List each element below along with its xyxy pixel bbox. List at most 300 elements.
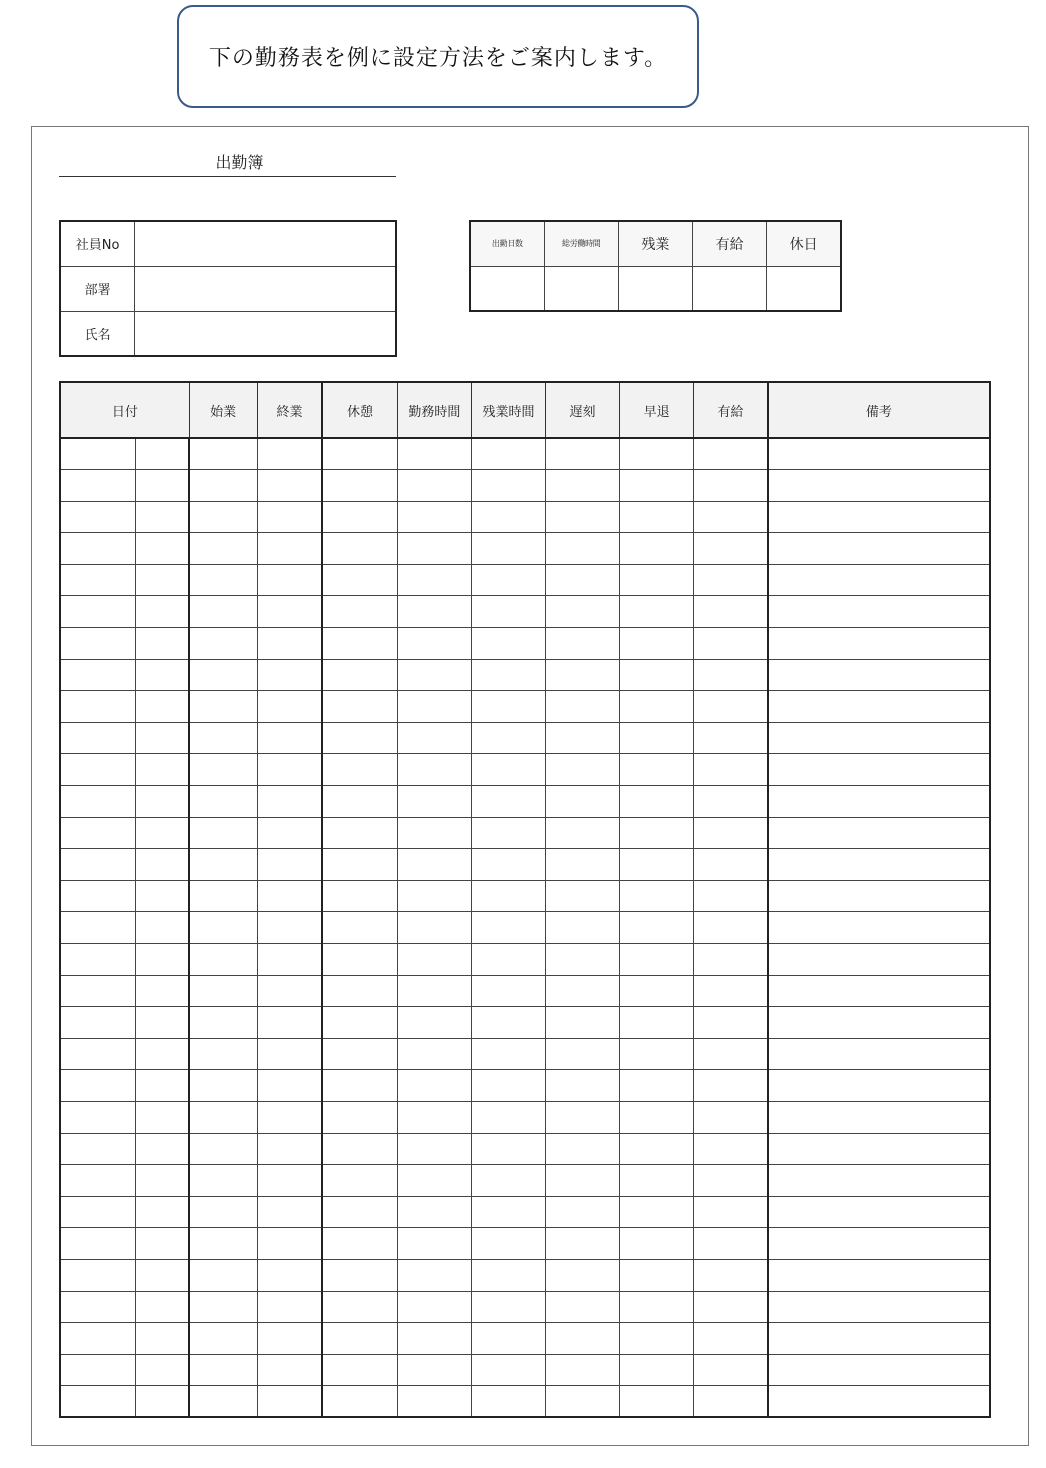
table-cell[interactable] bbox=[60, 1259, 135, 1291]
table-cell[interactable] bbox=[257, 1259, 322, 1291]
table-cell[interactable] bbox=[546, 501, 620, 533]
table-cell[interactable] bbox=[257, 1070, 322, 1102]
table-cell[interactable] bbox=[135, 628, 189, 660]
table-cell[interactable] bbox=[471, 1259, 545, 1291]
table-cell[interactable] bbox=[694, 754, 768, 786]
department-field[interactable] bbox=[135, 266, 396, 311]
table-cell[interactable] bbox=[397, 1291, 471, 1323]
table-cell[interactable] bbox=[189, 786, 257, 818]
table-cell[interactable] bbox=[135, 533, 189, 565]
table-cell[interactable] bbox=[60, 1165, 135, 1197]
table-cell[interactable] bbox=[60, 438, 135, 470]
summary-cell[interactable] bbox=[618, 266, 692, 311]
table-cell[interactable] bbox=[471, 533, 545, 565]
table-cell[interactable] bbox=[257, 1007, 322, 1039]
table-cell[interactable] bbox=[694, 533, 768, 565]
table-cell[interactable] bbox=[768, 849, 990, 881]
table-cell[interactable] bbox=[694, 912, 768, 944]
table-cell[interactable] bbox=[768, 470, 990, 502]
table-cell[interactable] bbox=[189, 1038, 257, 1070]
table-cell[interactable] bbox=[694, 596, 768, 628]
table-cell[interactable] bbox=[135, 659, 189, 691]
table-cell[interactable] bbox=[620, 1291, 694, 1323]
table-cell[interactable] bbox=[620, 1101, 694, 1133]
table-cell[interactable] bbox=[322, 880, 397, 912]
table-cell[interactable] bbox=[397, 786, 471, 818]
table-cell[interactable] bbox=[546, 1386, 620, 1418]
table-cell[interactable] bbox=[257, 1101, 322, 1133]
table-cell[interactable] bbox=[546, 1101, 620, 1133]
table-cell[interactable] bbox=[768, 912, 990, 944]
table-cell[interactable] bbox=[471, 691, 545, 723]
table-cell[interactable] bbox=[620, 1133, 694, 1165]
table-cell[interactable] bbox=[620, 786, 694, 818]
table-cell[interactable] bbox=[471, 1038, 545, 1070]
table-cell[interactable] bbox=[60, 1291, 135, 1323]
table-cell[interactable] bbox=[257, 596, 322, 628]
table-cell[interactable] bbox=[768, 817, 990, 849]
table-cell[interactable] bbox=[322, 691, 397, 723]
table-cell[interactable] bbox=[135, 1038, 189, 1070]
table-cell[interactable] bbox=[620, 1323, 694, 1355]
table-cell[interactable] bbox=[397, 880, 471, 912]
table-cell[interactable] bbox=[60, 1354, 135, 1386]
table-cell[interactable] bbox=[620, 912, 694, 944]
table-cell[interactable] bbox=[397, 1323, 471, 1355]
table-cell[interactable] bbox=[60, 596, 135, 628]
table-cell[interactable] bbox=[694, 1323, 768, 1355]
table-cell[interactable] bbox=[768, 1259, 990, 1291]
table-cell[interactable] bbox=[546, 1133, 620, 1165]
table-cell[interactable] bbox=[546, 912, 620, 944]
table-cell[interactable] bbox=[135, 1165, 189, 1197]
table-cell[interactable] bbox=[397, 754, 471, 786]
table-cell[interactable] bbox=[471, 786, 545, 818]
table-cell[interactable] bbox=[257, 1386, 322, 1418]
table-cell[interactable] bbox=[189, 912, 257, 944]
table-cell[interactable] bbox=[189, 1133, 257, 1165]
name-field[interactable] bbox=[135, 311, 396, 356]
table-cell[interactable] bbox=[620, 533, 694, 565]
table-cell[interactable] bbox=[257, 880, 322, 912]
table-cell[interactable] bbox=[546, 975, 620, 1007]
table-cell[interactable] bbox=[189, 1070, 257, 1102]
table-cell[interactable] bbox=[60, 501, 135, 533]
table-cell[interactable] bbox=[60, 1196, 135, 1228]
table-cell[interactable] bbox=[694, 564, 768, 596]
table-cell[interactable] bbox=[60, 564, 135, 596]
table-cell[interactable] bbox=[322, 628, 397, 660]
table-cell[interactable] bbox=[135, 1228, 189, 1260]
table-cell[interactable] bbox=[322, 1228, 397, 1260]
table-cell[interactable] bbox=[397, 1007, 471, 1039]
table-cell[interactable] bbox=[189, 722, 257, 754]
table-cell[interactable] bbox=[694, 691, 768, 723]
table-cell[interactable] bbox=[694, 1101, 768, 1133]
table-cell[interactable] bbox=[135, 1101, 189, 1133]
table-cell[interactable] bbox=[768, 659, 990, 691]
table-cell[interactable] bbox=[471, 1354, 545, 1386]
table-cell[interactable] bbox=[322, 1291, 397, 1323]
table-cell[interactable] bbox=[60, 1007, 135, 1039]
table-cell[interactable] bbox=[397, 564, 471, 596]
table-cell[interactable] bbox=[322, 1259, 397, 1291]
table-cell[interactable] bbox=[546, 470, 620, 502]
table-cell[interactable] bbox=[620, 1007, 694, 1039]
table-cell[interactable] bbox=[322, 1386, 397, 1418]
table-cell[interactable] bbox=[620, 470, 694, 502]
table-cell[interactable] bbox=[471, 564, 545, 596]
table-cell[interactable] bbox=[135, 1196, 189, 1228]
table-cell[interactable] bbox=[768, 1007, 990, 1039]
table-cell[interactable] bbox=[189, 1196, 257, 1228]
table-cell[interactable] bbox=[189, 628, 257, 660]
table-cell[interactable] bbox=[322, 975, 397, 1007]
table-cell[interactable] bbox=[135, 817, 189, 849]
table-cell[interactable] bbox=[546, 722, 620, 754]
table-cell[interactable] bbox=[546, 1070, 620, 1102]
table-cell[interactable] bbox=[257, 944, 322, 976]
table-cell[interactable] bbox=[397, 1259, 471, 1291]
table-cell[interactable] bbox=[546, 438, 620, 470]
table-cell[interactable] bbox=[546, 817, 620, 849]
table-cell[interactable] bbox=[60, 1070, 135, 1102]
table-cell[interactable] bbox=[322, 754, 397, 786]
table-cell[interactable] bbox=[694, 975, 768, 1007]
table-cell[interactable] bbox=[189, 1323, 257, 1355]
table-cell[interactable] bbox=[546, 564, 620, 596]
table-cell[interactable] bbox=[694, 880, 768, 912]
table-cell[interactable] bbox=[546, 786, 620, 818]
table-cell[interactable] bbox=[135, 438, 189, 470]
table-cell[interactable] bbox=[257, 817, 322, 849]
table-cell[interactable] bbox=[135, 944, 189, 976]
table-cell[interactable] bbox=[257, 849, 322, 881]
table-cell[interactable] bbox=[694, 722, 768, 754]
table-cell[interactable] bbox=[135, 1354, 189, 1386]
table-cell[interactable] bbox=[694, 659, 768, 691]
table-cell[interactable] bbox=[694, 786, 768, 818]
table-cell[interactable] bbox=[189, 1386, 257, 1418]
table-cell[interactable] bbox=[397, 1228, 471, 1260]
table-cell[interactable] bbox=[322, 944, 397, 976]
table-cell[interactable] bbox=[135, 975, 189, 1007]
table-cell[interactable] bbox=[135, 1323, 189, 1355]
table-cell[interactable] bbox=[257, 1133, 322, 1165]
table-cell[interactable] bbox=[471, 1323, 545, 1355]
table-cell[interactable] bbox=[471, 944, 545, 976]
table-cell[interactable] bbox=[189, 501, 257, 533]
table-cell[interactable] bbox=[471, 470, 545, 502]
table-cell[interactable] bbox=[620, 596, 694, 628]
table-cell[interactable] bbox=[546, 1228, 620, 1260]
table-cell[interactable] bbox=[397, 849, 471, 881]
table-cell[interactable] bbox=[397, 659, 471, 691]
table-cell[interactable] bbox=[60, 912, 135, 944]
table-cell[interactable] bbox=[694, 1386, 768, 1418]
table-cell[interactable] bbox=[471, 1070, 545, 1102]
table-cell[interactable] bbox=[694, 470, 768, 502]
table-cell[interactable] bbox=[546, 1259, 620, 1291]
table-cell[interactable] bbox=[768, 1323, 990, 1355]
table-cell[interactable] bbox=[60, 1386, 135, 1418]
table-cell[interactable] bbox=[768, 944, 990, 976]
table-cell[interactable] bbox=[768, 501, 990, 533]
summary-cell[interactable] bbox=[544, 266, 618, 311]
table-cell[interactable] bbox=[471, 1228, 545, 1260]
table-cell[interactable] bbox=[135, 1291, 189, 1323]
table-cell[interactable] bbox=[322, 1007, 397, 1039]
table-cell[interactable] bbox=[135, 470, 189, 502]
table-cell[interactable] bbox=[189, 1101, 257, 1133]
table-cell[interactable] bbox=[471, 1386, 545, 1418]
table-cell[interactable] bbox=[768, 975, 990, 1007]
table-cell[interactable] bbox=[189, 659, 257, 691]
table-cell[interactable] bbox=[694, 1070, 768, 1102]
table-cell[interactable] bbox=[189, 1228, 257, 1260]
table-cell[interactable] bbox=[471, 659, 545, 691]
table-cell[interactable] bbox=[60, 975, 135, 1007]
table-cell[interactable] bbox=[189, 754, 257, 786]
table-cell[interactable] bbox=[694, 1165, 768, 1197]
table-cell[interactable] bbox=[546, 1291, 620, 1323]
table-cell[interactable] bbox=[60, 1038, 135, 1070]
table-cell[interactable] bbox=[546, 754, 620, 786]
table-cell[interactable] bbox=[620, 1259, 694, 1291]
table-cell[interactable] bbox=[471, 880, 545, 912]
table-cell[interactable] bbox=[620, 1228, 694, 1260]
table-cell[interactable] bbox=[546, 659, 620, 691]
table-cell[interactable] bbox=[768, 1228, 990, 1260]
table-cell[interactable] bbox=[322, 1133, 397, 1165]
table-cell[interactable] bbox=[60, 628, 135, 660]
table-cell[interactable] bbox=[257, 628, 322, 660]
table-cell[interactable] bbox=[322, 1196, 397, 1228]
table-cell[interactable] bbox=[189, 564, 257, 596]
table-cell[interactable] bbox=[189, 1007, 257, 1039]
summary-cell[interactable] bbox=[470, 266, 544, 311]
table-cell[interactable] bbox=[546, 596, 620, 628]
table-cell[interactable] bbox=[397, 691, 471, 723]
summary-cell[interactable] bbox=[767, 266, 841, 311]
table-cell[interactable] bbox=[694, 849, 768, 881]
table-cell[interactable] bbox=[322, 501, 397, 533]
table-cell[interactable] bbox=[620, 880, 694, 912]
table-cell[interactable] bbox=[60, 754, 135, 786]
table-cell[interactable] bbox=[189, 975, 257, 1007]
table-cell[interactable] bbox=[620, 691, 694, 723]
table-cell[interactable] bbox=[322, 1165, 397, 1197]
table-cell[interactable] bbox=[257, 722, 322, 754]
table-cell[interactable] bbox=[546, 691, 620, 723]
table-cell[interactable] bbox=[257, 470, 322, 502]
table-cell[interactable] bbox=[768, 628, 990, 660]
table-cell[interactable] bbox=[768, 1070, 990, 1102]
table-cell[interactable] bbox=[397, 1133, 471, 1165]
table-cell[interactable] bbox=[768, 596, 990, 628]
table-cell[interactable] bbox=[694, 817, 768, 849]
table-cell[interactable] bbox=[471, 438, 545, 470]
table-cell[interactable] bbox=[257, 912, 322, 944]
table-cell[interactable] bbox=[60, 817, 135, 849]
table-cell[interactable] bbox=[257, 1038, 322, 1070]
table-cell[interactable] bbox=[694, 1038, 768, 1070]
table-cell[interactable] bbox=[620, 817, 694, 849]
table-cell[interactable] bbox=[397, 1354, 471, 1386]
table-cell[interactable] bbox=[768, 722, 990, 754]
table-cell[interactable] bbox=[694, 1133, 768, 1165]
table-cell[interactable] bbox=[694, 1007, 768, 1039]
table-cell[interactable] bbox=[397, 1101, 471, 1133]
table-cell[interactable] bbox=[135, 1259, 189, 1291]
table-cell[interactable] bbox=[620, 754, 694, 786]
table-cell[interactable] bbox=[60, 1323, 135, 1355]
table-cell[interactable] bbox=[768, 691, 990, 723]
table-cell[interactable] bbox=[768, 533, 990, 565]
table-cell[interactable] bbox=[471, 817, 545, 849]
table-cell[interactable] bbox=[322, 438, 397, 470]
table-cell[interactable] bbox=[189, 1259, 257, 1291]
table-cell[interactable] bbox=[397, 1038, 471, 1070]
table-cell[interactable] bbox=[620, 438, 694, 470]
table-cell[interactable] bbox=[60, 880, 135, 912]
table-cell[interactable] bbox=[322, 1354, 397, 1386]
table-cell[interactable] bbox=[694, 501, 768, 533]
table-cell[interactable] bbox=[322, 849, 397, 881]
table-cell[interactable] bbox=[768, 1101, 990, 1133]
table-cell[interactable] bbox=[322, 470, 397, 502]
table-cell[interactable] bbox=[768, 1291, 990, 1323]
table-cell[interactable] bbox=[471, 501, 545, 533]
table-cell[interactable] bbox=[257, 1291, 322, 1323]
table-cell[interactable] bbox=[471, 1007, 545, 1039]
table-cell[interactable] bbox=[768, 1196, 990, 1228]
table-cell[interactable] bbox=[322, 786, 397, 818]
table-cell[interactable] bbox=[471, 754, 545, 786]
table-cell[interactable] bbox=[257, 975, 322, 1007]
table-cell[interactable] bbox=[546, 849, 620, 881]
table-cell[interactable] bbox=[620, 849, 694, 881]
table-cell[interactable] bbox=[257, 754, 322, 786]
summary-cell[interactable] bbox=[693, 266, 767, 311]
table-cell[interactable] bbox=[768, 1354, 990, 1386]
table-cell[interactable] bbox=[322, 1323, 397, 1355]
table-cell[interactable] bbox=[546, 880, 620, 912]
table-cell[interactable] bbox=[694, 1228, 768, 1260]
table-cell[interactable] bbox=[620, 501, 694, 533]
table-cell[interactable] bbox=[397, 975, 471, 1007]
table-cell[interactable] bbox=[60, 533, 135, 565]
table-cell[interactable] bbox=[620, 1354, 694, 1386]
table-cell[interactable] bbox=[60, 691, 135, 723]
table-cell[interactable] bbox=[189, 691, 257, 723]
table-cell[interactable] bbox=[257, 1228, 322, 1260]
table-cell[interactable] bbox=[60, 786, 135, 818]
table-cell[interactable] bbox=[135, 849, 189, 881]
table-cell[interactable] bbox=[471, 1291, 545, 1323]
table-cell[interactable] bbox=[60, 1133, 135, 1165]
table-cell[interactable] bbox=[257, 1354, 322, 1386]
table-cell[interactable] bbox=[694, 1354, 768, 1386]
table-cell[interactable] bbox=[471, 1133, 545, 1165]
table-cell[interactable] bbox=[257, 564, 322, 596]
table-cell[interactable] bbox=[471, 1196, 545, 1228]
table-cell[interactable] bbox=[471, 849, 545, 881]
table-cell[interactable] bbox=[694, 438, 768, 470]
table-cell[interactable] bbox=[397, 438, 471, 470]
table-cell[interactable] bbox=[189, 1291, 257, 1323]
table-cell[interactable] bbox=[620, 628, 694, 660]
table-cell[interactable] bbox=[620, 1038, 694, 1070]
table-cell[interactable] bbox=[397, 628, 471, 660]
table-cell[interactable] bbox=[257, 691, 322, 723]
table-cell[interactable] bbox=[471, 1165, 545, 1197]
table-cell[interactable] bbox=[189, 438, 257, 470]
table-cell[interactable] bbox=[189, 944, 257, 976]
table-cell[interactable] bbox=[135, 691, 189, 723]
table-cell[interactable] bbox=[60, 1228, 135, 1260]
table-cell[interactable] bbox=[620, 1165, 694, 1197]
table-cell[interactable] bbox=[135, 754, 189, 786]
table-cell[interactable] bbox=[397, 596, 471, 628]
table-cell[interactable] bbox=[189, 1165, 257, 1197]
table-cell[interactable] bbox=[546, 533, 620, 565]
table-cell[interactable] bbox=[189, 470, 257, 502]
table-cell[interactable] bbox=[322, 1038, 397, 1070]
table-cell[interactable] bbox=[694, 1259, 768, 1291]
table-cell[interactable] bbox=[694, 628, 768, 660]
table-cell[interactable] bbox=[60, 849, 135, 881]
table-cell[interactable] bbox=[322, 722, 397, 754]
table-cell[interactable] bbox=[620, 659, 694, 691]
table-cell[interactable] bbox=[397, 1386, 471, 1418]
table-cell[interactable] bbox=[397, 533, 471, 565]
table-cell[interactable] bbox=[768, 880, 990, 912]
table-cell[interactable] bbox=[546, 1165, 620, 1197]
table-cell[interactable] bbox=[189, 1354, 257, 1386]
table-cell[interactable] bbox=[546, 1323, 620, 1355]
table-cell[interactable] bbox=[397, 817, 471, 849]
table-cell[interactable] bbox=[322, 564, 397, 596]
table-cell[interactable] bbox=[135, 564, 189, 596]
table-cell[interactable] bbox=[694, 1196, 768, 1228]
table-cell[interactable] bbox=[135, 880, 189, 912]
table-cell[interactable] bbox=[768, 564, 990, 596]
table-cell[interactable] bbox=[620, 722, 694, 754]
table-cell[interactable] bbox=[546, 628, 620, 660]
table-cell[interactable] bbox=[189, 596, 257, 628]
table-cell[interactable] bbox=[189, 817, 257, 849]
table-cell[interactable] bbox=[471, 596, 545, 628]
table-cell[interactable] bbox=[189, 880, 257, 912]
table-cell[interactable] bbox=[135, 1007, 189, 1039]
table-cell[interactable] bbox=[322, 817, 397, 849]
table-cell[interactable] bbox=[322, 596, 397, 628]
table-cell[interactable] bbox=[768, 1038, 990, 1070]
table-cell[interactable] bbox=[322, 533, 397, 565]
table-cell[interactable] bbox=[322, 912, 397, 944]
table-cell[interactable] bbox=[257, 659, 322, 691]
table-cell[interactable] bbox=[257, 501, 322, 533]
table-cell[interactable] bbox=[135, 722, 189, 754]
table-cell[interactable] bbox=[60, 1101, 135, 1133]
table-cell[interactable] bbox=[620, 1196, 694, 1228]
table-cell[interactable] bbox=[60, 944, 135, 976]
table-cell[interactable] bbox=[257, 1165, 322, 1197]
employee-no-field[interactable] bbox=[135, 221, 396, 266]
table-cell[interactable] bbox=[620, 564, 694, 596]
table-cell[interactable] bbox=[620, 975, 694, 1007]
